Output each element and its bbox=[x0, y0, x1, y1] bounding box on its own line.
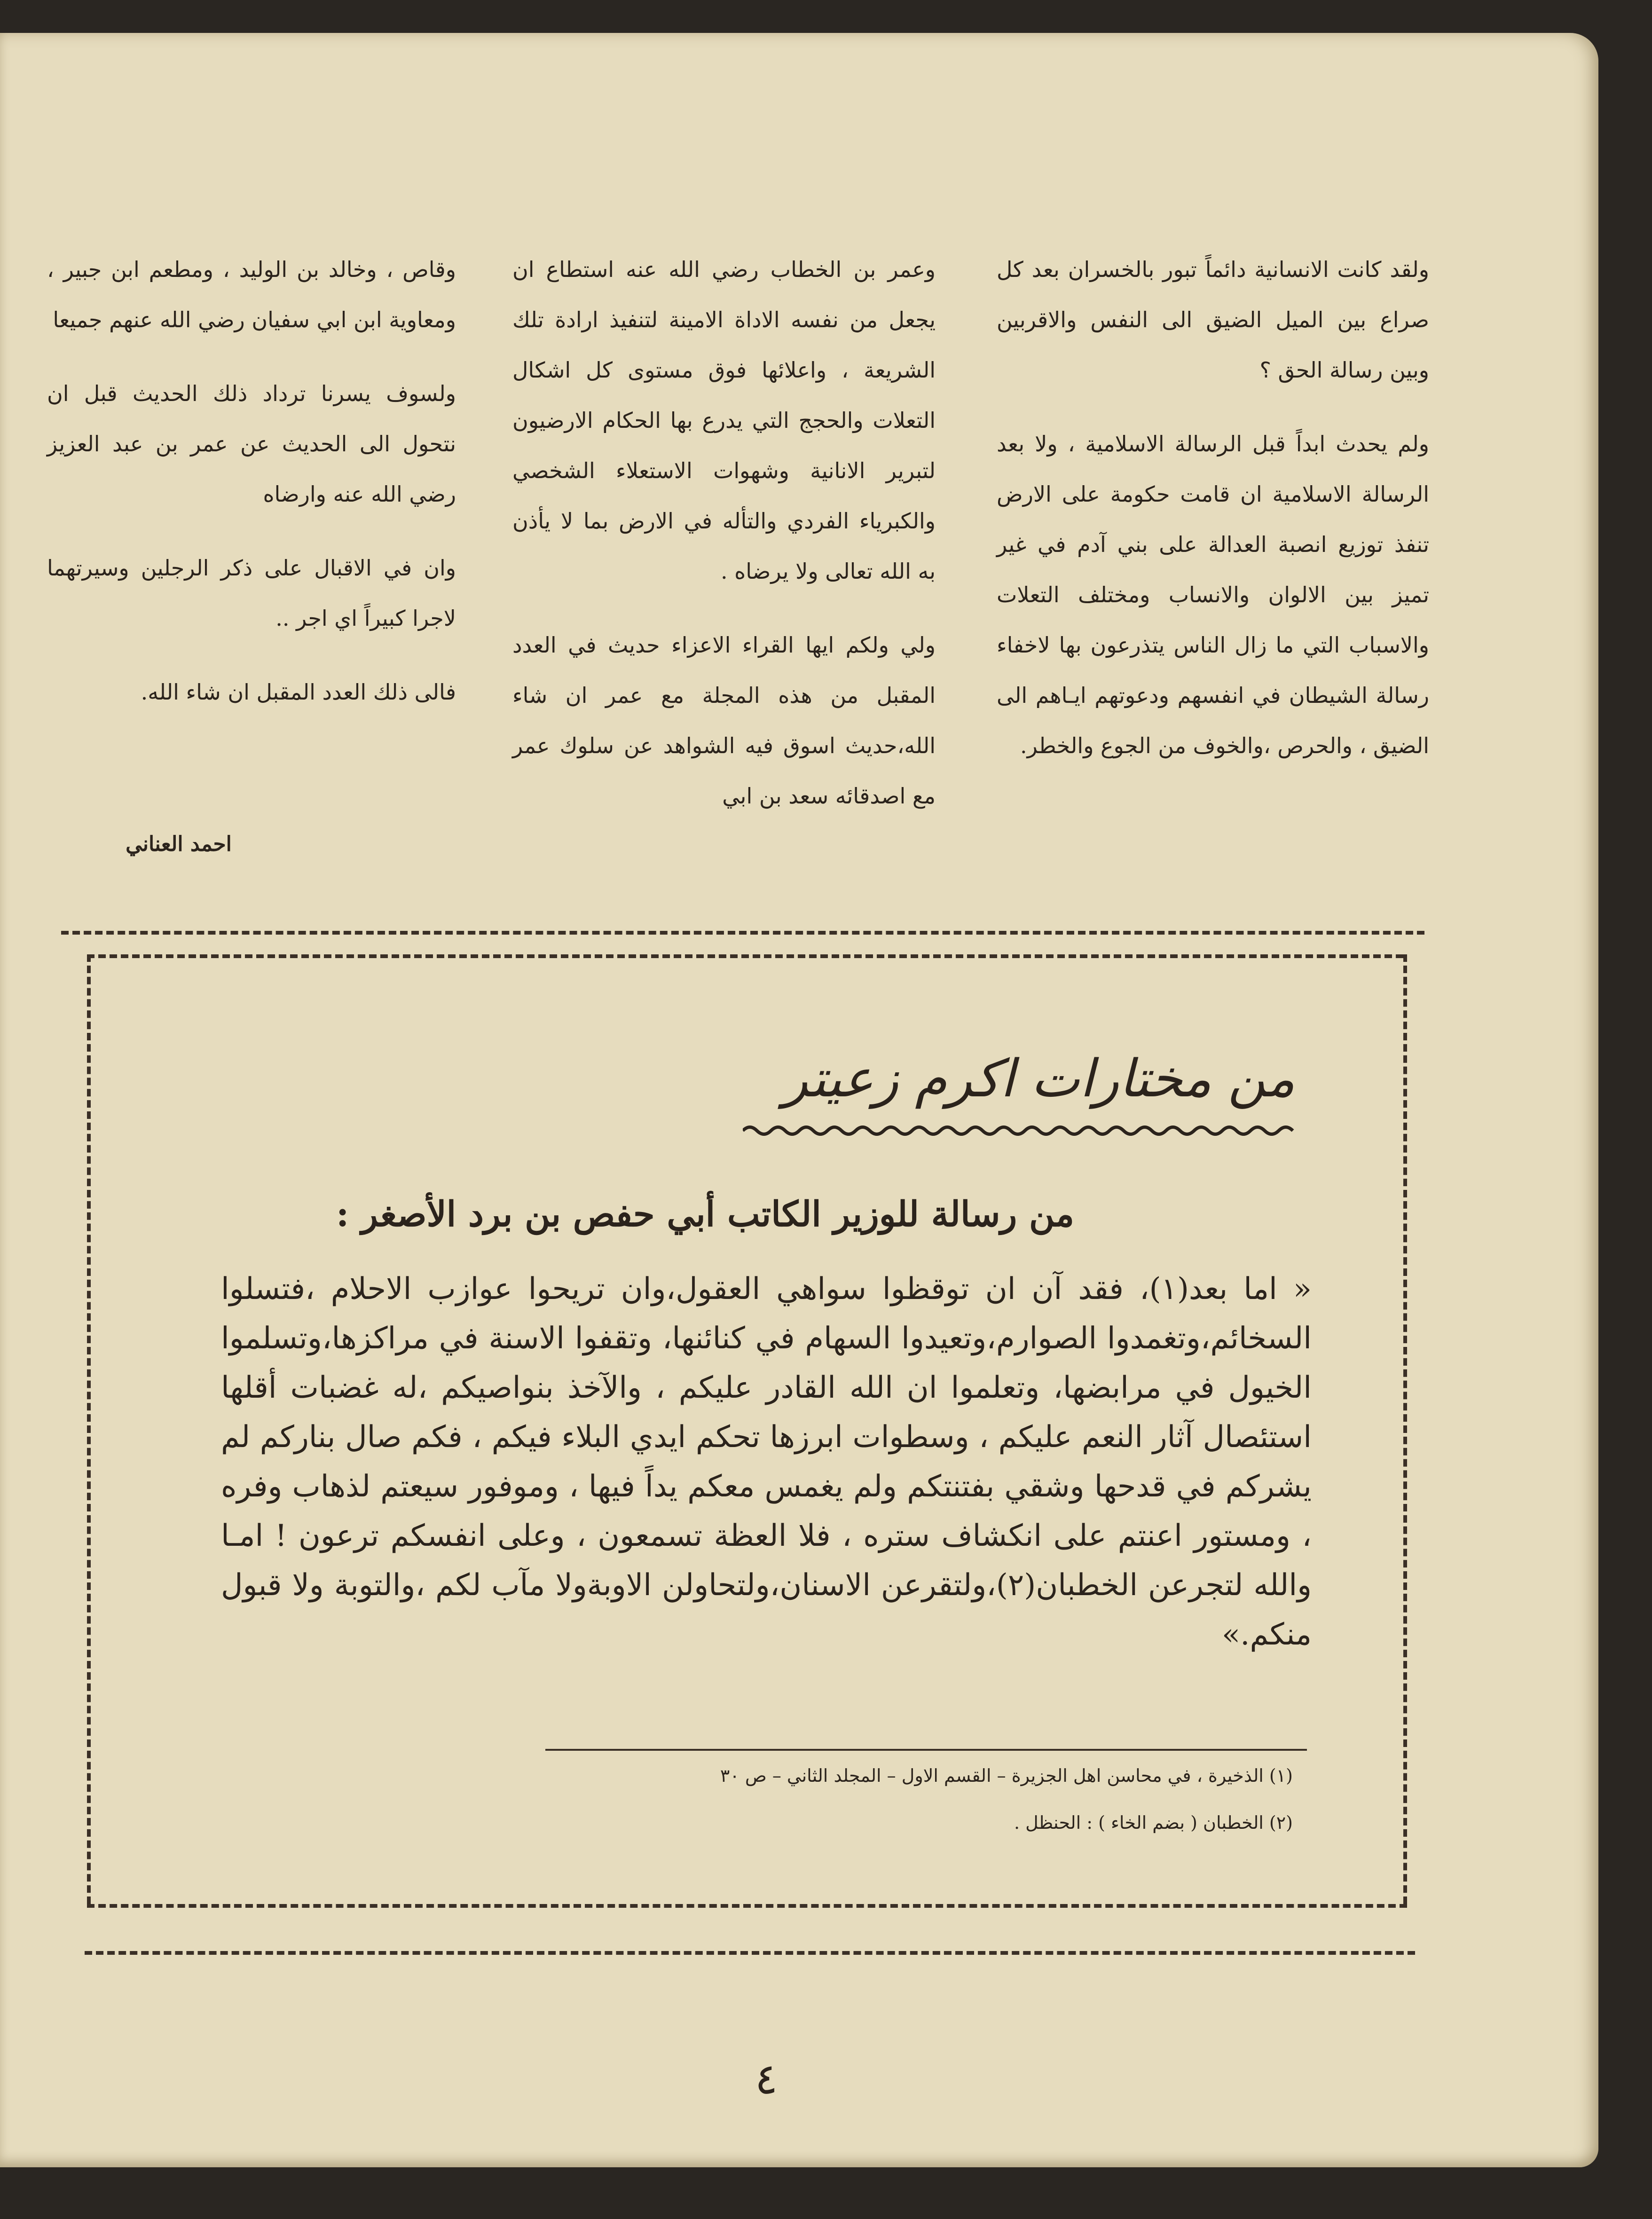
bottom-divider bbox=[85, 1951, 1415, 1955]
paragraph: ولسوف يسرنا ترداد ذلك الحديث قبل ان نتحول الى الحديث عن عمر بن عبد العزيز رضي الله عنه وارضاه bbox=[47, 381, 456, 507]
paragraph: فالى ذلك العدد المقبل ان شاء الله. bbox=[141, 679, 456, 705]
box-right-border bbox=[1403, 954, 1407, 1904]
paragraph: وقاص ، وخالد بن الوليد ، ومطعم ابن جبير ، ومعاوية ابن ابي سفيان رضي الله عنهم جميعا bbox=[47, 257, 456, 332]
box-left-border bbox=[87, 954, 91, 1904]
letter-body: « اما بعد(١)، فقد آن ان توقظوا سواهي العقول،وان تريحوا عوازب الاحلام ،فتسلوا السخائم،وتغمدوا الصوارم،وتعيدوا السهام في كنائنها، وتقفوا الاسنة في مراكزها،وتسلموا الخيول في مرابضها، وتعلموا ان الله القادر عليكم ، والآخذ بنواصيكم ،له غضبات أقلها استئصال آثار النعم عليكم ، وسطوات ابرزها تحكم ايدي البلاء فيكم ، فكم صال بناركم لم يشركم في قدحها وشقي بفتنتكم ولم يغمس معكم يداً فيها ، وموفور سيعتم لذهاب وفره ، ومستور اعنتم على انكشاف ستره ، فلا العظة تسمعون ، وعلى انفسكم ترعون ! امـا والله لتجرعن الخطبان(٢)،ولتقرعن الاسنان،ولتحاولن الاوبةولا مآب لكم ،والتوبة ولا قبول منكم.» bbox=[221, 1272, 1312, 1652]
box-top-border bbox=[87, 954, 1403, 958]
article-column-left bbox=[47, 244, 456, 717]
article-column-middle bbox=[512, 244, 936, 821]
paragraph: ولقد كانت الانسانية دائماً تبور بالخسران بعد كل صراع بين الميل الضيق الى النفس والاقربين وبين رسالة الحق ؟ bbox=[997, 257, 1429, 383]
box-title: من مختارات اكرم زعيتر bbox=[783, 1048, 1295, 1109]
paragraph: ولي ولكم ايها القراء الاعزاء حديث في العدد المقبل من هذه المجلة مع عمر ان شاء الله،حديث اسوق فيه الشواهد عن سلوك عمر مع اصدقائه سعد بن ابي bbox=[512, 632, 936, 809]
footnote: (٢) الخطبان ( بضم الخاء ) : الحنظل . bbox=[1014, 1812, 1293, 1833]
paragraph: ولم يحدث ابداً قبل الرسالة الاسلامية ، ولا بعد الرسالة الاسلامية ان قامت حكومة على الارض تنفذ توزيع انصبة العدالة على بني آدم في غير تميز بين الالوان والانساب ومختلف التعلات والاسباب التي ما زال الناس يتذرعون بها لاخفاء رسالة الشيطان في انفسهم ودعوتهم ايـاهم الى الضيق ، والحرص ،والخوف من الجوع والخطر. bbox=[997, 431, 1429, 758]
author-signature: احمد العناني bbox=[126, 832, 232, 856]
paragraph: وعمر بن الخطاب رضي الله عنه استطاع ان يجعل من نفسه الاداة الامينة لتنفيذ ارادة تلك الشريعة ، واعلائها فوق مستوى كل اشكال التعلات والحجج التي يدرع بها الحكام الارضيون لتبرير الانانية وشهوات الاستعلاء الشخصي والكبرياء الفردي والتأله في الارض بما لا يأذن به الله تعالى ولا يرضاه . bbox=[512, 257, 936, 584]
wavy-underline bbox=[743, 1121, 1298, 1140]
page-number: ٤ bbox=[755, 2054, 778, 2104]
magazine-page bbox=[0, 33, 1598, 2167]
box-bottom-border bbox=[87, 1904, 1407, 1908]
article-column-right bbox=[997, 244, 1429, 771]
footnote: (١) الذخيرة ، في محاسن اهل الجزيرة – القسم الاول – المجلد الثاني – ص ٣٠ bbox=[720, 1765, 1293, 1786]
letter-heading: من رسالة للوزير الكاتب أبي حفص بن برد الأصغر : bbox=[336, 1194, 1074, 1235]
top-divider bbox=[61, 931, 1424, 935]
footnote-rule bbox=[545, 1749, 1307, 1751]
paragraph: وان في الاقبال على ذكر الرجلين وسيرتهما لاجرا كبيراً اي اجر .. bbox=[47, 555, 456, 631]
